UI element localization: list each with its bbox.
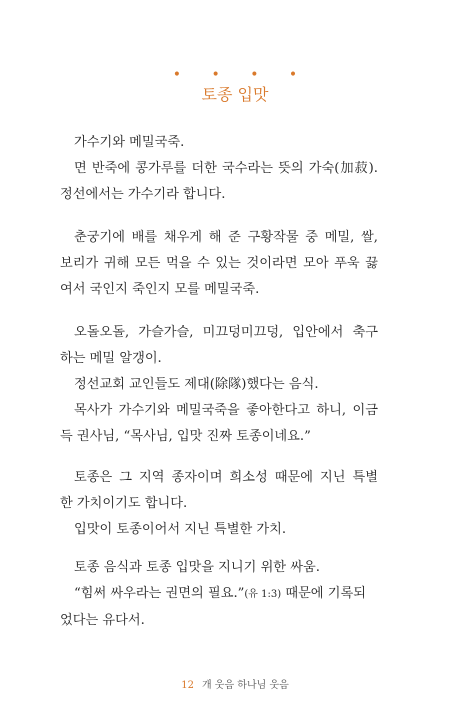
text-line: 었다는 유다서. (60, 613, 145, 628)
quote-continuation: 때문에 기록되 (281, 586, 366, 601)
text-line: 춘궁기에 배를 채우게 해 준 구황작물 중 메밀, 쌀, (74, 230, 378, 245)
text-line (60, 581, 378, 608)
paragraph-3 (60, 320, 378, 450)
paragraph-5 (60, 555, 378, 634)
text-line: 면 반죽에 콩가루를 더한 국수라는 뜻의 가숙(加菽). (74, 161, 378, 176)
text-line: 득 권사님, “목사님, 입맛 진짜 토종이네요.” (60, 429, 311, 444)
text-line: 토종은 그 지역 종자이며 희소성 때문에 지닌 특별 (74, 470, 378, 485)
text-line: 정선에서는 가수기라 합니다. (60, 187, 226, 202)
page-number: 12 (181, 680, 194, 691)
text-line: 정선교회 교인들도 제대(除隊)했다는 음식. (74, 377, 319, 392)
quote-text: “힘써 싸우라는 권면의 필요.” (74, 586, 245, 601)
book-title: 개 웃음 하나님 웃음 (201, 680, 289, 691)
text-line: 오돌오돌, 가슬가슬, 미끄덩미끄덩, 입안에서 축구 (74, 325, 378, 340)
text-line: 목사가 가수기와 메밀국죽을 좋아한다고 하니, 이금 (74, 403, 378, 418)
scripture-reference: (유 1:3) (244, 589, 282, 600)
page-footer (0, 679, 470, 693)
text-line: 여서 국인지 죽인지 모를 메밀국죽. (60, 282, 260, 297)
text-line: 하는 메밀 알갱이. (60, 351, 162, 366)
text-line: 가수기와 메밀국죽. (74, 135, 185, 150)
text-line: 토종 음식과 토종 입맛을 지니기 위한 싸움. (74, 560, 320, 575)
text-line: 한 가치이기도 합니다. (60, 496, 188, 511)
paragraph-1 (60, 130, 378, 208)
text-line: 보리가 귀해 모든 먹을 수 있는 것이라면 모아 푸욱 끓 (60, 256, 378, 271)
page-title: 토종 입맛 (201, 85, 269, 104)
paragraph-4 (60, 465, 378, 543)
paragraph-2 (60, 225, 378, 303)
title-ornament: • • • • (172, 67, 311, 83)
text-line: 입맛이 토종이어서 지닌 특별한 가치. (74, 522, 287, 537)
